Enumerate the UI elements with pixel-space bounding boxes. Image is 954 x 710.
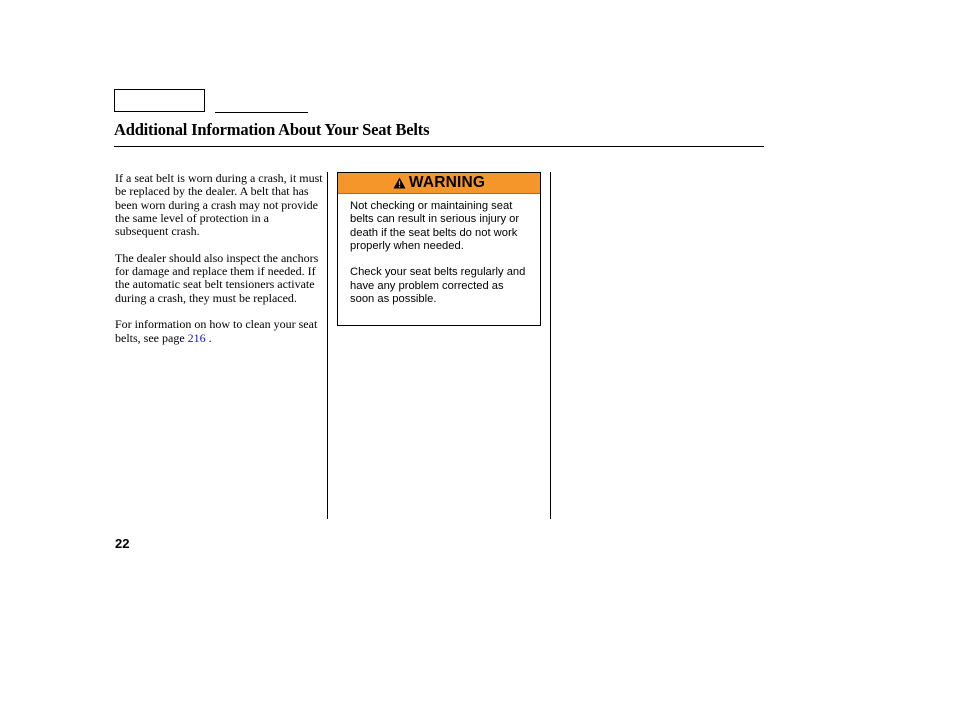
warning-box — [337, 172, 541, 326]
warning-paragraph-2: Check your seat belts regularly and have any problem corrected as soon as possible. — [350, 266, 526, 306]
column-divider-right — [550, 172, 551, 519]
page-216-link[interactable]: 216 — [187, 330, 206, 345]
column-divider-left — [327, 172, 328, 519]
cleaning-reference-text: For information on how to clean your seat belts, see page — [115, 317, 318, 345]
warning-header — [338, 173, 540, 194]
paragraph-replace-belt: If a seat belt is worn during a crash, it must be replaced by the dealer. A belt that has been worn during a crash may not provide the same level of protection in a subsequent crash. — [115, 171, 323, 239]
page-number: 22 — [115, 536, 130, 551]
cleaning-reference-suffix: . — [205, 330, 212, 345]
warning-paragraph-1: Not checking or maintaining seat belts can result in serious injury or death if the seat belts do not work properly when needed. — [350, 200, 520, 252]
body-text-column — [115, 172, 325, 358]
section-tab-underline — [215, 112, 308, 113]
page-title: Additional Information About Your Seat Belts — [114, 120, 430, 139]
paragraph-cleaning-reference — [115, 318, 325, 345]
warning-label: WARNING — [408, 174, 486, 191]
paragraph-dealer-inspect: The dealer should also inspect the anchors for damage and replace them if needed. If the automatic seat belt tensioners activate during a crash, they must be replaced. — [115, 250, 319, 305]
title-divider — [114, 146, 764, 147]
warning-body — [338, 194, 540, 306]
warning-triangle-icon — [393, 177, 406, 189]
section-tab-box[interactable] — [114, 89, 205, 112]
